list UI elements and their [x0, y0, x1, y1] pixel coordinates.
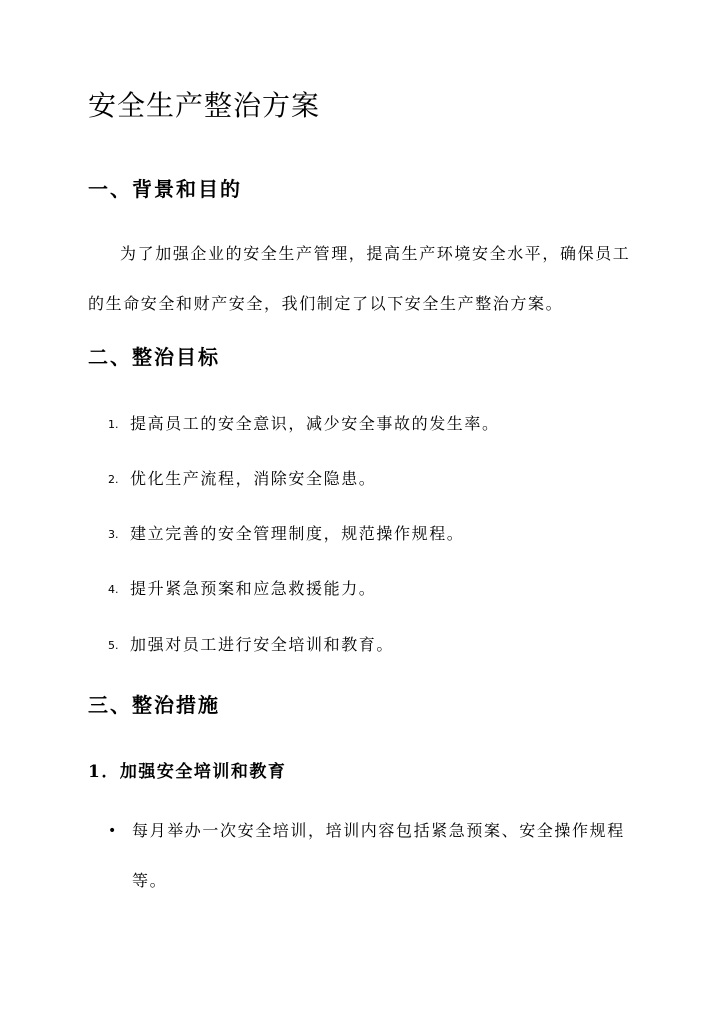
list-number: 4. [108, 583, 119, 596]
list-number: 5. [108, 639, 119, 652]
goal-item-1 [108, 412, 500, 437]
subsection-heading-training: 1．加强安全培训和教育 [88, 762, 287, 782]
goal-text: 建立完善的安全管理制度，规范操作规程。 [130, 524, 465, 543]
goal-item-2 [108, 467, 376, 492]
section-heading-background: 一、背景和目的 [88, 177, 242, 201]
goal-item-5 [108, 633, 394, 658]
goal-item-3 [108, 522, 464, 547]
list-number: 2. [108, 473, 119, 486]
bullet-icon: • [108, 823, 117, 839]
list-number: 3. [108, 528, 119, 541]
document-title: 安全生产整治方案 [88, 89, 321, 122]
list-number: 1. [108, 418, 119, 431]
section-heading-measures: 三、整治措施 [88, 693, 220, 717]
goal-item-4 [108, 577, 376, 602]
measure-text: 每月举办一次安全培训，培训内容包括紧急预案、安全操作规程等。 [132, 821, 625, 890]
goal-text: 提升紧急预案和应急救援能力。 [130, 579, 377, 598]
measure-bullet-item [108, 806, 628, 906]
goal-text: 加强对员工进行安全培训和教育。 [130, 635, 395, 654]
goal-text: 提高员工的安全意识，减少安全事故的发生率。 [130, 414, 500, 433]
background-paragraph: 为了加强企业的安全生产管理，提高生产环境安全水平，确保员工的生命安全和财产安全，我们制定了以下安全生产整治方案。 [88, 244, 631, 313]
section-heading-goals: 二、整治目标 [88, 345, 220, 369]
goal-text: 优化生产流程，消除安全隐患。 [130, 469, 377, 488]
